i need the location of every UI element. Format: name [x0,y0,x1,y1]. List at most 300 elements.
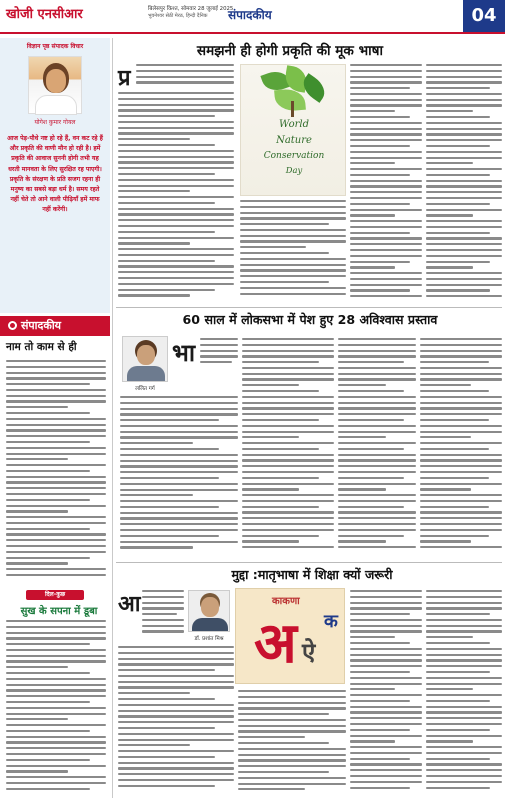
text-line [350,717,422,719]
text-line [338,402,416,404]
text-line [420,384,471,386]
text-line [426,232,490,234]
text-line [426,243,502,245]
author-caption-bottom: डॉ. प्रशांत मिश्र [194,636,224,642]
graphic-label-side: क [324,611,338,632]
text-line [350,590,422,592]
top-article-dropcap: प्र [118,66,131,91]
text-line [118,739,234,741]
text-line [242,402,334,404]
text-line [350,116,410,118]
text-line [338,361,404,363]
text-line [426,787,490,789]
text-line [338,373,416,375]
text-line [420,459,502,461]
text-line [118,208,234,210]
text-line [118,156,234,158]
text-line [426,630,502,632]
text-line [240,275,346,277]
text-line [118,271,234,273]
middle-article-col-3 [338,338,416,558]
text-line [420,500,502,502]
text-line [350,619,422,621]
text-line [420,494,502,496]
text-line [350,711,422,713]
text-line [426,590,502,592]
text-line [118,265,234,267]
text-line [242,511,334,513]
top-article-headline: समझनी ही होगी प्रकृति की मूक भाषा [196,43,384,59]
text-line [136,64,234,66]
text-line [350,191,422,193]
text-line [426,255,502,257]
text-line [426,746,502,748]
text-line [120,506,219,508]
text-line [426,683,502,685]
text-line [242,494,334,496]
text-line [242,390,319,392]
text-line [426,723,502,725]
column-rule [112,38,113,798]
text-line [242,459,334,461]
text-line [420,402,502,404]
text-line [420,367,502,369]
text-line [242,419,319,421]
text-line [426,81,502,83]
text-line [242,355,334,357]
text-line [6,516,106,518]
text-line [420,540,471,542]
text-line [426,735,502,737]
text-line [240,223,329,225]
text-line [350,729,410,731]
text-line [238,725,346,727]
text-line [338,442,416,444]
text-line [426,596,502,598]
author-photo-middle [122,336,168,382]
text-line [120,512,238,514]
text-line [6,389,106,391]
text-line [426,671,490,673]
text-line [118,715,234,717]
text-line [118,762,234,764]
text-line [420,344,502,346]
text-line [118,190,190,192]
text-line [426,763,502,765]
text-line [118,115,215,117]
matribhasha-graphic [235,588,345,684]
text-line [426,758,490,760]
nature-image-line-1: World [279,119,309,130]
text-line [120,471,238,473]
text-line [118,248,234,250]
text-line [120,454,238,456]
text-line [6,574,106,576]
text-line [350,706,422,708]
text-line [6,747,106,749]
text-line [118,254,234,256]
text-line [426,289,490,291]
text-line [120,396,238,398]
text-line [350,752,422,754]
middle-article-col-1 [200,338,238,368]
text-line [6,620,106,622]
text-line [338,436,386,438]
text-line [350,157,422,159]
text-line [426,70,502,72]
text-line [338,350,416,352]
text-line [120,460,238,462]
text-line [420,471,502,473]
text-line [350,654,422,656]
text-line [426,157,502,159]
text-line [6,568,106,570]
author-name: योगेश कुमार गोयल [34,119,76,126]
circle-icon [8,321,17,330]
text-line [120,500,238,502]
text-line [120,483,238,485]
text-line [120,546,193,548]
text-line [426,729,490,731]
text-line [426,76,502,78]
text-line [6,551,106,553]
text-line [350,249,422,251]
text-line [238,759,346,761]
edition-line: भुवनेश्वर सेठी मेरठ, हिन्दी दैनिक [148,13,208,19]
text-line [120,523,238,525]
text-line [350,104,422,106]
text-line [120,408,238,410]
text-line [238,702,346,704]
text-line [350,209,422,211]
text-line [426,284,502,286]
text-line [350,81,422,83]
author-caption-middle: ललित गर्ग [135,386,155,392]
text-line [142,596,184,598]
text-line [6,372,106,374]
text-line [242,529,334,531]
text-line [6,759,90,761]
text-line [426,226,502,228]
text-line [426,659,502,661]
text-line [6,562,68,564]
text-line [338,413,416,415]
text-line [350,688,395,690]
text-line [420,378,502,380]
text-line [118,721,234,723]
text-line [426,711,502,713]
text-line [338,494,416,496]
text-line [338,378,416,380]
text-line [240,293,346,295]
text-line [238,696,346,698]
text-line [350,700,410,702]
text-line [238,742,329,744]
text-line [350,220,422,222]
text-line [420,546,502,548]
text-line [6,637,106,639]
text-line [350,87,410,89]
text-line [338,500,416,502]
text-line [350,723,422,725]
text-line [118,237,234,239]
text-line [120,448,219,450]
text-line [6,441,90,443]
text-line [426,139,502,141]
text-line [118,132,234,134]
text-line [338,471,416,473]
text-line [242,413,334,415]
text-line [338,419,404,421]
text-line [118,213,234,215]
text-line [350,110,395,112]
text-line [6,453,106,455]
text-line [426,168,502,170]
text-line [118,138,190,140]
text-line [350,180,422,182]
text-line [350,769,422,771]
text-line [420,488,471,490]
text-line [6,447,106,449]
text-line [426,87,490,89]
text-line [338,390,404,392]
text-line [242,506,319,508]
text-line [200,338,238,340]
text-line [350,261,410,263]
text-line [118,646,234,648]
text-line [6,418,106,420]
text-line [242,361,319,363]
text-line [338,506,404,508]
text-line [338,477,404,479]
text-line [6,741,106,743]
text-line [350,145,410,147]
graphic-label-top: काकणा [272,596,300,607]
text-line [238,788,305,790]
middle-article-col-4 [420,338,502,558]
text-line [6,632,106,634]
text-line [426,220,502,222]
text-line [338,546,416,548]
text-line [6,545,106,547]
text-line [426,278,502,280]
text-line [338,454,416,456]
text-line [6,643,90,645]
text-line [6,655,106,657]
text-line [242,338,334,340]
text-line [350,185,422,187]
text-line [242,477,319,479]
text-line [338,483,416,485]
text-line [426,613,490,615]
text-line [118,675,234,677]
text-line [426,185,502,187]
text-line [350,787,410,789]
bottom-article-col-4 [426,590,502,796]
text-line [338,517,416,519]
text-line [238,783,346,785]
text-line [242,425,334,427]
text-line [350,266,395,268]
text-line [242,350,334,352]
text-line [420,396,502,398]
text-line [350,162,395,164]
text-line [426,619,502,621]
text-line [6,481,106,483]
text-line [118,225,234,227]
text-line [120,431,238,433]
text-line [426,174,490,176]
text-line [6,429,106,431]
text-line [420,465,502,467]
text-line [6,695,106,697]
text-line [350,99,422,101]
text-line [338,407,416,409]
text-line [350,758,410,760]
text-line [136,70,234,72]
text-line [420,419,489,421]
text-line [420,413,502,415]
text-line [350,613,410,615]
daily-column-body [6,620,106,796]
section-title: संपादकीय [228,8,272,22]
text-line [200,350,238,352]
text-line [350,255,422,257]
text-line [242,448,319,450]
graphic-label-mid: ऐ [302,638,316,666]
text-line [118,231,215,233]
text-line [350,289,410,291]
text-line [350,64,422,66]
text-line [118,121,234,123]
text-line [426,654,502,656]
text-line [420,338,502,340]
text-line [120,529,238,531]
text-line [338,529,416,531]
text-line [6,672,90,674]
text-line [120,541,238,543]
text-line [118,109,234,111]
text-line [238,754,346,756]
text-line [350,763,422,765]
text-line [118,744,190,746]
text-line [420,390,489,392]
text-line [6,557,90,559]
text-line [200,361,232,363]
text-line [338,465,416,467]
text-line [350,630,422,632]
text-line [118,196,234,198]
text-line [426,740,473,742]
text-line [242,488,299,490]
text-line [242,500,334,502]
text-line [420,361,489,363]
text-line [242,344,334,346]
text-line [240,235,346,237]
text-line [240,200,346,202]
text-line [426,214,473,216]
text-line [420,436,471,438]
text-line [350,128,422,130]
editorial-title: नाम तो काम से ही [6,341,77,353]
text-line [426,162,473,164]
text-line [200,355,238,357]
text-line [6,753,106,755]
text-line [350,775,422,777]
text-line [350,596,422,598]
text-line [120,477,219,479]
text-line [6,412,90,414]
text-line [118,681,234,683]
text-line [6,770,68,772]
text-line [242,378,334,380]
text-line [426,602,502,604]
text-line [6,684,106,686]
text-line [350,284,422,286]
text-line [6,718,68,720]
text-line [350,781,422,783]
text-line [426,642,490,644]
text-line [426,717,502,719]
text-line [350,642,410,644]
text-line [350,671,410,673]
text-line [242,384,299,386]
text-line [120,413,238,415]
text-line [6,678,106,680]
text-line [240,212,346,214]
text-line [242,535,319,537]
text-line [6,400,106,402]
newspaper-brand: खोजी एनसीआर [6,7,83,22]
text-line [240,206,346,208]
text-line [118,710,234,712]
text-line [242,367,334,369]
text-line [426,93,502,95]
text-line [240,246,306,248]
text-line [242,431,334,433]
text-line [350,203,410,205]
text-line [420,355,502,357]
text-line [6,505,106,507]
text-line [242,523,334,525]
text-line [240,258,346,260]
text-line [350,272,422,274]
text-line [118,756,215,758]
text-line [350,295,422,297]
text-line [120,419,219,421]
text-line [6,539,106,541]
text-line [350,76,422,78]
text-line [6,736,106,738]
text-line [142,625,184,627]
text-line [6,383,90,385]
text-line [426,266,473,268]
text-line [118,92,234,94]
text-line [6,724,106,726]
text-line [350,70,422,72]
text-line [426,197,502,199]
text-line [426,272,502,274]
text-line [142,607,184,609]
text-line [338,384,386,386]
text-line [350,226,422,228]
text-line [426,209,502,211]
text-line [6,776,106,778]
text-line [426,625,502,627]
text-line [120,465,238,467]
text-line [420,517,502,519]
text-line [136,81,234,83]
